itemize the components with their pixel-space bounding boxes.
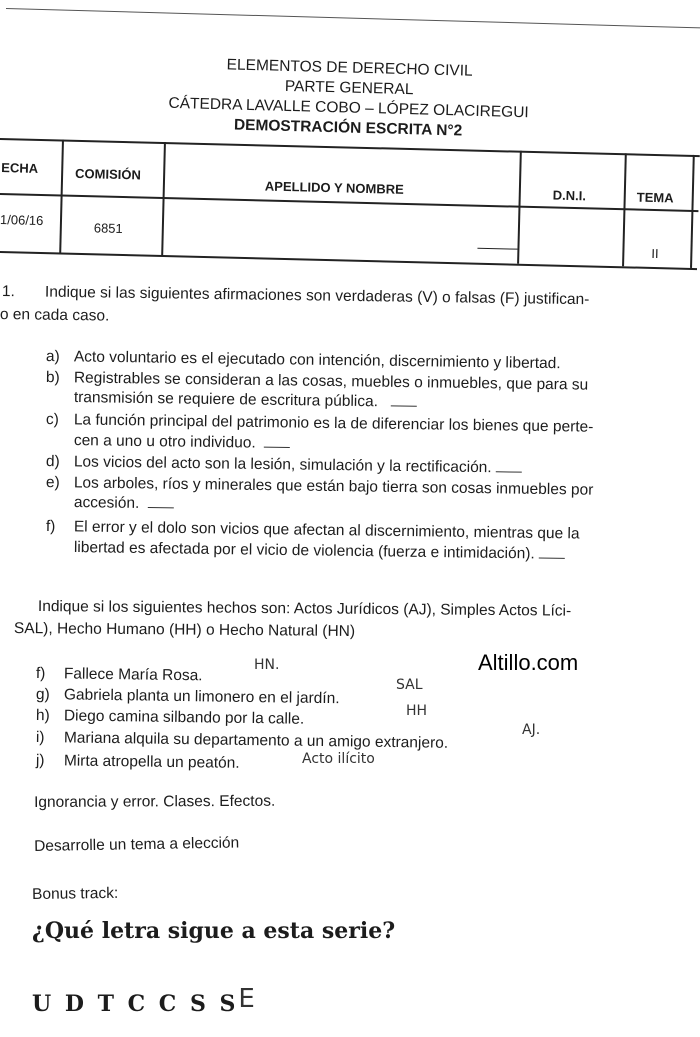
bonus-label: Bonus track: <box>32 884 119 903</box>
answer-f: HN. <box>254 657 280 673</box>
question-2-intro-cont: SAL), Hecho Humano (HH) o Hecho Natural (HN) <box>13 620 356 640</box>
bonus-question: ¿Qué letra sigue a esta serie? <box>32 918 396 944</box>
question-1-intro-cont: o en cada caso. <box>0 306 110 325</box>
fact-i: i) Mariana alquila su departamento a un amigo extranjero. <box>35 729 449 752</box>
cell-comision: 6851 <box>93 220 123 237</box>
series-letters: U D T C C S S <box>32 991 239 1017</box>
watermark-text: Altillo.com <box>478 650 579 675</box>
course-title: ELEMENTOS DE DERECHO CIVIL <box>226 56 473 80</box>
question-4: Desarrolle un tema a elección <box>34 834 240 855</box>
statement-a: a) Acto voluntario es el ejecutado con intención, discernimiento y libertad. <box>45 348 561 373</box>
answer-j: Acto ilícito <box>302 751 375 767</box>
statement-c-cont: cen a uno u otro individuo. <box>74 432 291 453</box>
question-1-intro: 1. Indique si las siguientes afirmaciones son verdaderas (V) o falsas (F) justifican- <box>1 283 590 309</box>
chair-name: CÁTEDRA LAVALLE COBO – LÓPEZ OLACIREGUI <box>168 94 529 122</box>
header-comision: COMISIÓN <box>74 165 142 183</box>
exam-header <box>98 52 600 145</box>
course-subtitle: PARTE GENERAL <box>284 77 414 99</box>
statement-b-cont: transmisión se requiere de escritura pública. <box>74 389 417 412</box>
page-top-edge <box>6 8 700 29</box>
statement-e: e) Los arboles, ríos y minerales que están bajo tierra son cosas inmuebles por <box>45 474 594 499</box>
statement-f-cont: libertad es afectada por el vicio de violencia (fuerza e intimidación). <box>74 539 565 564</box>
cell-tema: II <box>651 245 659 262</box>
fact-f: f) Fallece María Rosa. <box>35 665 203 685</box>
fact-g: g) Gabriela planta un limonero en el jardín. <box>35 686 340 708</box>
exam-title: DEMOSTRACIÓN ESCRITA N°2 <box>233 116 463 140</box>
question-2-intro: Indique si los siguientes hechos son: Actos Jurídicos (AJ), Simples Actos Líci- <box>37 598 572 620</box>
question-number: 1. <box>1 283 15 301</box>
answer-i: AJ. <box>522 722 541 738</box>
cell-fecha: 1/06/16 <box>0 212 44 229</box>
statement-c: c) La función principal del patrimonio es la de diferenciar los bienes que perte- <box>45 411 594 436</box>
fact-j: j) Mirta atropella un peatón. <box>35 752 240 772</box>
header-dni: D.N.I. <box>552 187 587 204</box>
answer-g: SAL <box>396 677 423 693</box>
answer-h: HH <box>406 703 428 719</box>
statement-b: b) Registrables se consideran a las cosas, muebles o inmuebles, que para su <box>45 369 589 394</box>
statement-f: f) El error y el dolo son vicios que afectan al discernimiento, mientras que la <box>45 518 580 543</box>
question-3: Ignorancia y error. Clases. Efectos. <box>34 792 276 811</box>
header-apellido-nombre: APELLIDO Y NOMBRE <box>264 178 404 197</box>
fact-h: h) Diego camina silbando por la calle. <box>35 707 305 728</box>
header-fecha: ECHA <box>1 160 39 176</box>
series-answer: E <box>238 984 258 1014</box>
student-info-table <box>0 138 700 295</box>
bonus-series <box>32 984 258 1018</box>
statement-e-cont: accesión. <box>74 494 174 513</box>
statement-d: d) Los vicios del acto son la lesión, simulación y la rectificación. <box>46 453 522 478</box>
header-tema: TEMA <box>636 189 674 206</box>
